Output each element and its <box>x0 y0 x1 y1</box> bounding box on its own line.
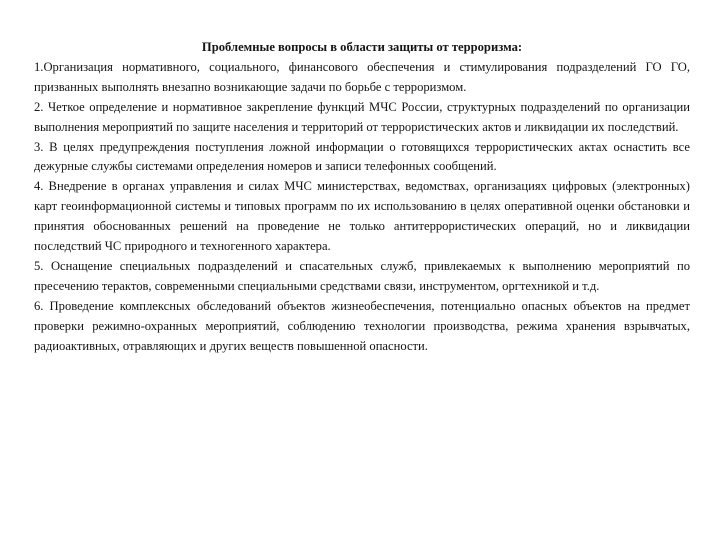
list-item-5: 5. Оснащение специальных подразделений и спасательных служб, привлекаемых к выполнению мероприятий по пресечению терактов, современными специальными средствами связи, инструментом, оргтехникой и т.д. <box>34 258 690 293</box>
list-item-4: 4. Внедрение в органах управления и силах МЧС министерствах, ведомствах, организациях цифровых (электронных) карт геоинформационной системы и типовых программ по их использованию в целях оперативной оценки обстановки и принятия обоснованных решений на проведение не только антитеррористических операций, но и ликвидации последствий ЧС природного и техногенного характера. <box>34 179 690 254</box>
list-item-3: 3. В целях предупреждения поступления ложной информации о готовящихся террористических актах оснастить все дежурные службы системами определения номеров и записи телефонных сообщений. <box>34 139 690 174</box>
document-title: Проблемные вопросы в области защиты от терроризма: <box>201 40 523 54</box>
list-item-2: 2. Четкое определение и нормативное закрепление функций МЧС России, структурных подразделений по организации выполнения мероприятий по защите населения и территорий от террористических актов и ликвидации их последствий. <box>34 99 690 134</box>
list-item-1: 1.Организация нормативного, социального, финансового обеспечения и стимулирования подразделений ГО ГО, призванных выполнять внезапно возникающие задачи по борьбе с терроризмом. <box>34 59 690 94</box>
list-item-6: 6. Проведение комплексных обследований объектов жизнеобеспечения, потенциально опасных объектов на предмет проверки режимно-охранных мероприятий, соблюдению технологии производства, режима хранения взрывчатых, радиоактивных, отравляющих и других веществ повышенной опасности. <box>34 298 690 353</box>
document-body <box>34 38 690 357</box>
